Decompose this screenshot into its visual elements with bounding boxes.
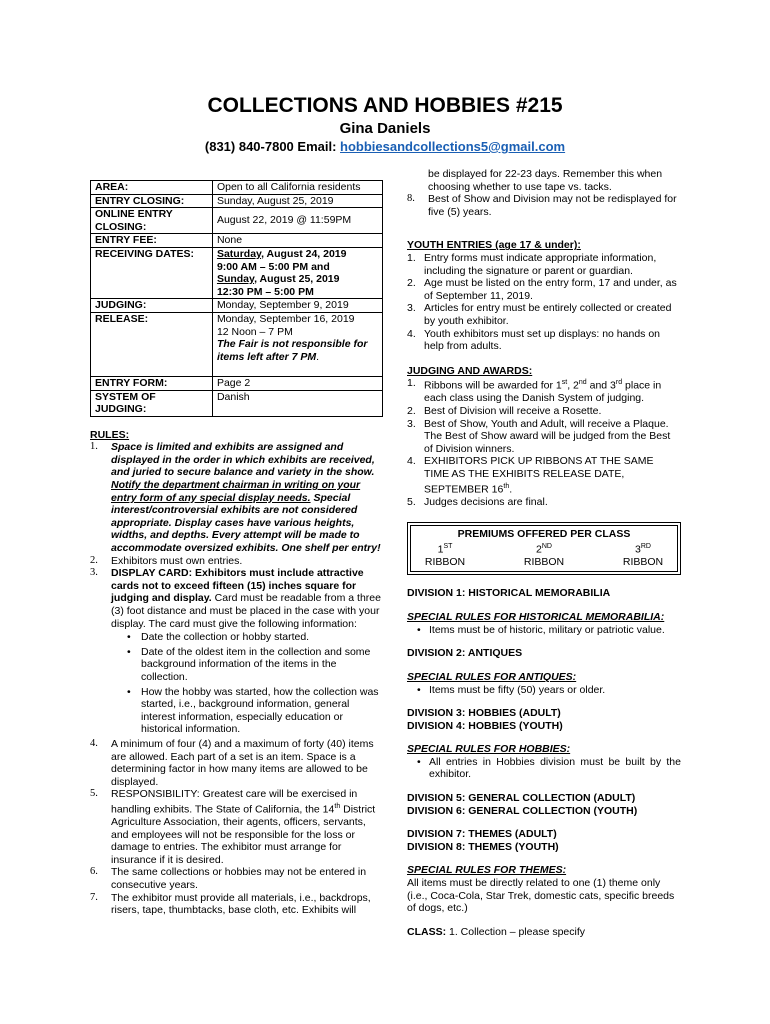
memorabilia-rule: • Items must be of historic, military or patriotic value. bbox=[407, 624, 681, 637]
rule-5: 5. RESPONSIBILITY: Greatest care will be exercised in handling exhibits. The State of California, the 14th District Agriculture Association, their agents, officers, servants, and employees will not be responsible for the loss or damage to entries. The exhibitor must arrange for insurance if it is desired. bbox=[90, 788, 376, 866]
rule-5-text-a: RESPONSIBILITY: Greatest care will be exercised in handling exhibits. The State of California, the 14 bbox=[111, 788, 358, 816]
division-1-heading: DIVISION 1: HISTORICAL MEMORABILIA bbox=[407, 586, 611, 599]
special-rules-themes: SPECIAL RULES FOR THEMES: bbox=[407, 864, 567, 877]
rule-8: 8. Best of Show and Division may not be redisplayed for five (5) years. bbox=[407, 193, 677, 218]
contact-name: Gina Daniels bbox=[339, 120, 431, 137]
rules-list bbox=[90, 441, 383, 916]
place-1: 1ST bbox=[437, 542, 453, 556]
class-text: 1. Collection – please specify bbox=[446, 925, 586, 938]
receiving-day-2: Sunday bbox=[216, 273, 255, 286]
rule-5-text-b: District Agriculture Association, their agents, officers, servants, and employees will not be responsible for the loss or damage to entries. The exhibitor must arrange for insurance if it is desired. bbox=[111, 803, 376, 866]
rule-5-sup: th bbox=[334, 802, 341, 810]
youth-item: 3. Articles for entry must be entirely collected or created by youth exhibitor. bbox=[407, 302, 672, 327]
premiums-places bbox=[415, 541, 673, 556]
themes-rule: All items must be directly related to one (1) theme only (i.e., Coca-Cola, Star Trek, domestic cats, specific breeds of dogs, etc.) bbox=[407, 877, 675, 915]
receiving-time-2: 12:30 PM – 5:00 PM bbox=[216, 285, 314, 298]
class-label: CLASS: bbox=[407, 925, 447, 938]
hobbies-rule: • All entries in Hobbies division must be built by the exhibitor. bbox=[407, 756, 681, 781]
special-rules-hobbies: SPECIAL RULES FOR HOBBIES: bbox=[407, 743, 571, 756]
email-link[interactable]: hobbiesandcollections5@gmail.com bbox=[340, 139, 566, 154]
youth-item-text: Articles for entry must be entirely collected or created by youth exhibitor. bbox=[424, 302, 672, 327]
rule-7-continued: be displayed for 22-23 days. Remember this when choosing whether to use tape vs. tacks. bbox=[428, 168, 663, 193]
entry-closing-value: Sunday, August 25, 2019 bbox=[212, 194, 382, 208]
youth-item-text: Entry forms must indicate appropriate information, including the signature or parent or guardian. bbox=[424, 251, 657, 277]
rule-3-text-b: Card must be readable from a three (3) foot distance and must be placed in the case with your display. The card must give the following information: bbox=[111, 592, 381, 630]
rule-6-text: The same collections or hobbies may not be entered in consecutive years. bbox=[111, 866, 367, 891]
rule-4-text: A minimum of four (4) and a maximum of forty (40) items are allowed. Each part of a set is an item. Space is a determining factor in how many items are allowed to be displayed. bbox=[111, 737, 374, 788]
special-rules-memorabilia: SPECIAL RULES FOR HISTORICAL MEMORABILIA: bbox=[407, 611, 665, 624]
receiving-date-2: , August 25, 2019 bbox=[254, 273, 340, 286]
youth-item-text: Age must be listed on the entry form, 17 and under, as of September 11, 2019. bbox=[424, 277, 677, 302]
place-3: 3RD bbox=[635, 542, 651, 556]
antiques-rule: • Items must be fifty (50) years or older. bbox=[407, 684, 681, 697]
division-4-heading: DIVISION 4: HOBBIES (YOUTH) bbox=[407, 719, 563, 732]
right-column bbox=[407, 168, 681, 938]
youth-list bbox=[407, 252, 681, 353]
youth-item: 1. Entry forms must indicate appropriate information, including the signature or parent or guardian. bbox=[407, 251, 657, 277]
division-7-heading: DIVISION 7: THEMES (ADULT) bbox=[407, 828, 557, 841]
judging-item: 2. Best of Division will receive a Rosette. bbox=[407, 405, 602, 417]
release-value: Monday, September 16, 2019 12 Noon – 7 PM The Fair is not responsible for items left after 7 PM. bbox=[212, 312, 382, 376]
premiums-ribbons bbox=[415, 556, 673, 569]
special-rules-antiques: SPECIAL RULES FOR ANTIQUES: bbox=[407, 670, 577, 683]
judging-item: 1. Ribbons will be awarded for 1st, 2nd and 3rd place in each class using the Danish System of judging. bbox=[407, 377, 662, 405]
release-date: Monday, September 16, 2019 bbox=[216, 312, 355, 325]
online-entry-value: August 22, 2019 @ 11:59PM bbox=[212, 208, 382, 234]
entry-form-label: ENTRY FORM: bbox=[91, 376, 213, 390]
division-2-heading: DIVISION 2: ANTIQUES bbox=[407, 647, 523, 660]
page-title: COLLECTIONS AND HOBBIES #215 bbox=[207, 94, 563, 117]
premiums-box bbox=[407, 522, 681, 574]
system-of-judging-value: Danish bbox=[212, 390, 382, 416]
entry-form-value: Page 2 bbox=[212, 376, 382, 390]
judging-label: JUDGING: bbox=[91, 299, 213, 313]
judging-awards-heading: JUDGING AND AWARDS: bbox=[407, 364, 533, 377]
area-value: Open to all California residents bbox=[212, 181, 382, 195]
rule-1: 1. Space is limited and exhibits are assigned and displayed in the order in which exhibits are received, and juried to secure balance and variety in the show. Notify the department chairman in writing on your entry form of any special display needs. Special interest/controversial exhibits are not considered appropriate. Display cases have various heights, widths, and depths. Every attempt will be made to accommodate oversized exhibits. One shelf per entry! bbox=[90, 441, 381, 555]
display-card-item: • Date of the oldest item in the collection and some background information of the items in the collection. bbox=[111, 646, 383, 684]
ribbon-3: RIBBON bbox=[622, 555, 664, 568]
receiving-time-1: 9:00 AM – 5:00 PM and bbox=[216, 260, 330, 273]
contact-phone: (831) 840-7800 Email: bbox=[204, 139, 341, 154]
judging-item: 3. Best of Show, Youth and Adult, will receive a Plaque. The Best of Show award will be judged from the Best of Division winners. bbox=[407, 417, 671, 455]
rule-1-text-a: Space is limited and exhibits are assigned and displayed in the order in which exhibits are received, and juried to secure balance and variety in the show bbox=[111, 441, 375, 479]
display-card-list bbox=[111, 631, 383, 736]
receiving-day-1: Saturday bbox=[216, 247, 262, 260]
entry-fee-value: None bbox=[212, 234, 382, 248]
rule-1-text-c: Special interest/controversial exhibits are not considered appropriate. Display cases have various heights, widths, and depths. Every attempt will be made to accommodate oversized exhibits. One shelf per entry! bbox=[111, 491, 381, 555]
entry-fee-label: ENTRY FEE: bbox=[91, 234, 213, 248]
division-8-heading: DIVISION 8: THEMES (YOUTH) bbox=[407, 840, 559, 853]
rule-6: 6. The same collections or hobbies may not be entered in consecutive years. bbox=[90, 866, 367, 891]
rule-1-text-b: Notify the department chairman in writing on your entry form of any special display needs. bbox=[111, 479, 361, 504]
area-label: AREA: bbox=[91, 181, 213, 195]
receiving-date-1: , August 24, 2019 bbox=[261, 247, 347, 260]
judging-item: 4. EXHIBITORS PICK UP RIBBONS AT THE SAME TIME AS THE EXHIBITS RELEASE DATE, SEPTEMBER 16th. bbox=[407, 455, 654, 496]
judging-item: 5. Judges decisions are final. bbox=[407, 495, 548, 508]
info-table bbox=[90, 180, 383, 417]
ribbon-1: RIBBON bbox=[424, 555, 466, 568]
judging-value: Monday, September 9, 2019 bbox=[212, 299, 382, 313]
contact-line bbox=[0, 139, 770, 155]
rule-2-text: Exhibitors must own entries. bbox=[111, 554, 243, 567]
youth-item-text: Youth exhibitors must set up displays: no hands on help from adults. bbox=[424, 327, 661, 353]
judging-awards-list bbox=[407, 377, 681, 508]
rule-4: 4. A minimum of four (4) and a maximum of forty (40) items are allowed. Each part of a set is an item. Space is a determining factor in how many items are allowed to be displayed. bbox=[90, 737, 374, 788]
rule-3-text-a: DISPLAY CARD: Exhibitors must include attractive cards not to exceed fifteen (15) inches square for judging and display. bbox=[111, 567, 364, 605]
division-6-heading: DIVISION 6: GENERAL COLLECTION (YOUTH) bbox=[407, 804, 638, 817]
rule-7: 7. The exhibitor must provide all materials, i.e., backdrops, risers, tape, thumbtacks, base cloth, etc. Exhibits will bbox=[90, 891, 371, 917]
display-card-item: • Date the collection or hobby started. bbox=[111, 631, 383, 644]
place-2: 2ND bbox=[536, 542, 552, 556]
division-3-heading: DIVISION 3: HOBBIES (ADULT) bbox=[407, 707, 561, 720]
class-line bbox=[407, 926, 681, 939]
receiving-value bbox=[212, 247, 382, 298]
entry-closing-label: ENTRY CLOSING: bbox=[91, 194, 213, 208]
release-note: The Fair is not responsible for items left after 7 PM bbox=[216, 338, 368, 363]
system-of-judging-label: SYSTEM OF JUDGING: bbox=[91, 390, 213, 416]
release-label: RELEASE: bbox=[91, 312, 213, 376]
left-column bbox=[90, 180, 383, 917]
display-card-item: • How the hobby was started, how the collection was started, i.e., background information, general interest information, especially education or historical information. bbox=[111, 686, 383, 736]
rule-3: 3. DISPLAY CARD: Exhibitors must include attractive cards not to exceed fifteen (15) inches square for judging and display. Card must be readable from a three (3) foot distance and must be placed in the case with your display. The card must give the following information: • Date the collection or hobby started. • Date of the oldest item in the collection and some background information of the items in the collection. • How the hobby was started, how the collection was started, i.e., background information, general interest information, especially education or historical information. bbox=[90, 567, 383, 736]
ribbon-2: RIBBON bbox=[523, 555, 565, 568]
rules-heading: RULES: bbox=[90, 428, 130, 441]
receiving-label: RECEIVING DATES: bbox=[91, 247, 213, 298]
rule-2: 2. Exhibitors must own entries. bbox=[90, 554, 243, 567]
online-entry-label: ONLINE ENTRY CLOSING: bbox=[91, 208, 213, 234]
premiums-title: PREMIUMS OFFERED PER CLASS bbox=[457, 528, 631, 541]
youth-item: 2. Age must be listed on the entry form, 17 and under, as of September 11, 2019. bbox=[407, 277, 677, 302]
release-time: 12 Noon – 7 PM bbox=[216, 325, 293, 338]
rule-8-text: Best of Show and Division may not be redisplayed for five (5) years. bbox=[428, 193, 677, 218]
youth-heading: YOUTH ENTRIES (age 17 & under): bbox=[407, 239, 581, 252]
division-5-heading: DIVISION 5: GENERAL COLLECTION (ADULT) bbox=[407, 792, 636, 805]
youth-item: 4. Youth exhibitors must set up displays: no hands on help from adults. bbox=[407, 327, 661, 353]
rule-7-text: The exhibitor must provide all materials, i.e., backdrops, risers, tape, thumbtacks, base cloth, etc. Exhibits will bbox=[111, 891, 371, 917]
